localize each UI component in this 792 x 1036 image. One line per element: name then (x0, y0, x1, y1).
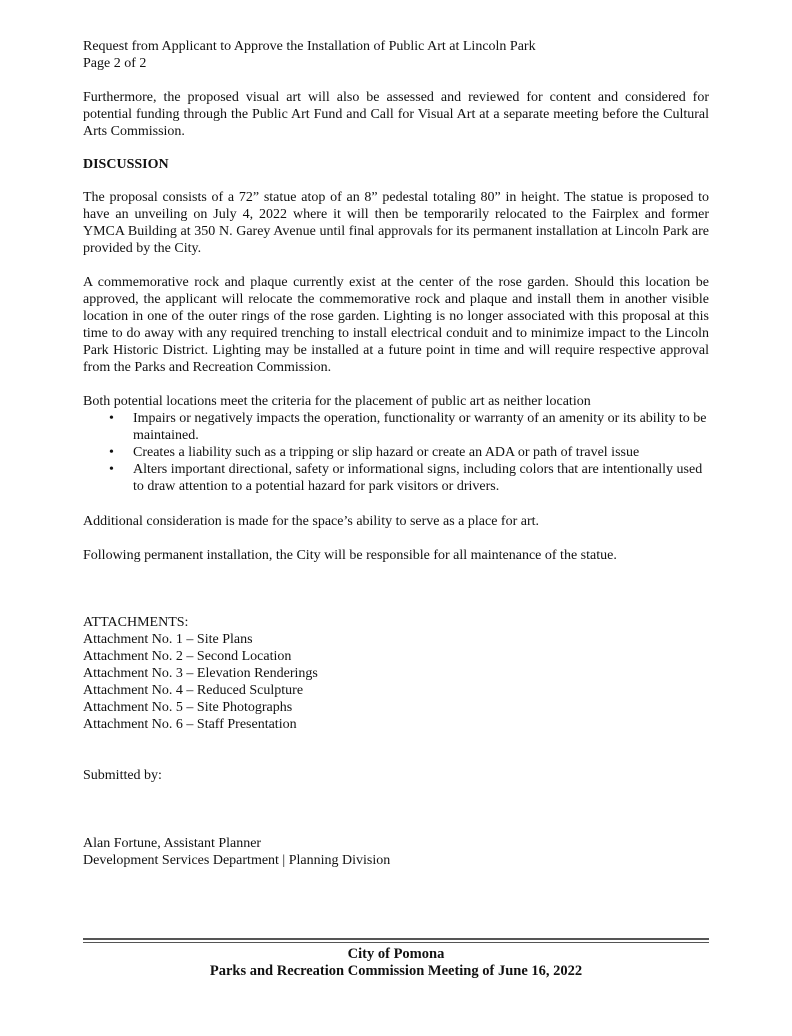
criteria-list (83, 410, 709, 495)
footer-meeting: Parks and Recreation Commission Meeting of June 16, 2022 (209, 963, 583, 979)
attachment-item: Attachment No. 1 – Site Plans (83, 632, 253, 647)
attachment-item: Attachment No. 6 – Staff Presentation (83, 717, 297, 732)
page-number: Page 2 of 2 (83, 56, 147, 71)
page-footer (83, 946, 709, 980)
attachment-item: Attachment No. 3 – Elevation Renderings (83, 666, 318, 681)
submitted-by-label: Submitted by: (83, 768, 162, 783)
submitter-name: Alan Fortune, Assistant Planner (83, 836, 262, 851)
attachments-heading: ATTACHMENTS: (83, 615, 189, 630)
intro-paragraph: Furthermore, the proposed visual art will also be assessed and reviewed for content and considered for potential funding through the Public Art Fund and Call for Visual Art at a separate meeting before the Cultural Arts Commission. (83, 90, 709, 139)
list-item: • Alters important directional, safety or informational signs, including colors that are intentionally used to draw attention to a potential hazard for park visitors or drivers. (133, 461, 709, 495)
footer-divider (83, 938, 709, 940)
footer-divider-thin (83, 942, 709, 943)
footer-city: City of Pomona (347, 946, 445, 962)
page-header (83, 38, 709, 72)
signature-block (83, 835, 709, 869)
discussion-paragraph-2: A commemorative rock and plaque currently exist at the center of the rose garden. Should this location be approved, the applicant will relocate the commemorative rock and plaque and install them in another visible location in one of the outer rings of the rose garden. Lighting is no longer associated with this proposal at this time to do away with any required trenching to install electrical conduit and to minimize impact to the Lincoln Park Historic District. Lighting may be installed at a future point in time and will require respective approval from the Parks and Recreation Commission. (83, 275, 709, 375)
additional-paragraph: Additional consideration is made for the space’s ability to serve as a place for art. (83, 514, 540, 529)
attachments-section (83, 614, 709, 733)
discussion-paragraph-1: The proposal consists of a 72” statue atop of an 8” pedestal totaling 80” in height. The statue is proposed to have an unveiling on July 4, 2022 where it will then be temporarily relocated to the Fairplex and former YMCA Building at 350 N. Garey Avenue until final approvals for its permanent installation at Lincoln Park are provided by the City. (83, 190, 709, 256)
list-item: • Impairs or negatively impacts the operation, functionality or warranty of an amenity or its ability to be maintained. (133, 410, 709, 444)
document-title: Request from Applicant to Approve the Installation of Public Art at Lincoln Park (83, 39, 536, 54)
attachment-item: Attachment No. 2 – Second Location (83, 649, 292, 664)
following-paragraph: Following permanent installation, the City will be responsible for all maintenance of the statue. (83, 548, 617, 563)
attachment-item: Attachment No. 4 – Reduced Sculpture (83, 683, 304, 698)
discussion-heading: DISCUSSION (83, 157, 169, 172)
list-item: • Creates a liability such as a tripping or slip hazard or create an ADA or path of travel issue (133, 444, 709, 461)
attachment-item: Attachment No. 5 – Site Photographs (83, 700, 293, 715)
discussion-paragraph-3: Both potential locations meet the criteria for the placement of public art as neither location (83, 394, 591, 409)
submitter-department: Development Services Department | Planning Division (83, 853, 391, 868)
